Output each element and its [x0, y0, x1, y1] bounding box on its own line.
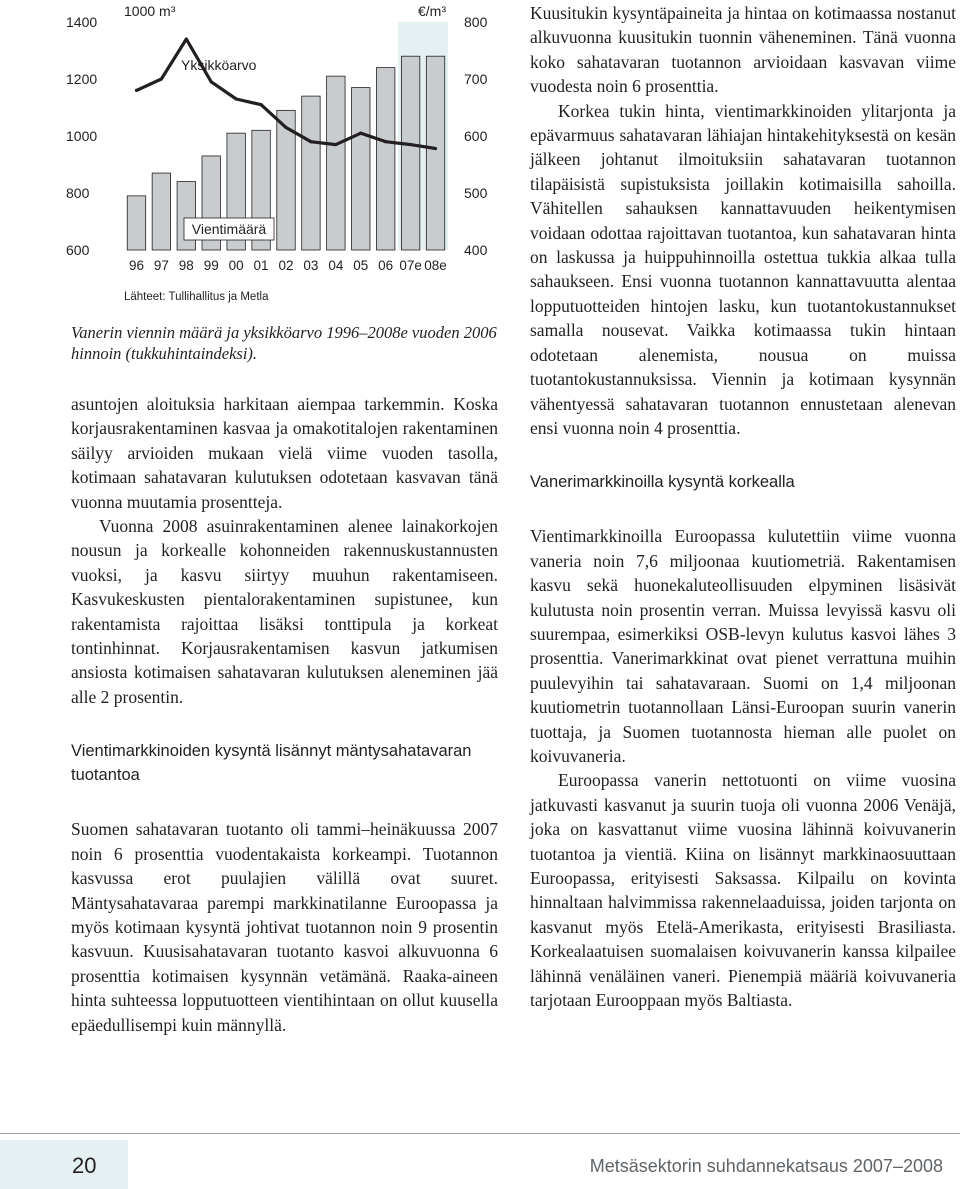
bar-05 [352, 88, 370, 250]
page-number-box [0, 1140, 128, 1189]
x-tick-06: 06 [378, 258, 394, 273]
x-tick-98: 98 [178, 258, 194, 273]
bar-07e [401, 56, 419, 250]
right-tick-700: 700 [464, 71, 488, 87]
bar-97 [152, 173, 170, 250]
unit-value-point-99 [210, 80, 213, 83]
right-axis-unit: €/m³ [418, 3, 446, 19]
left-tick-1000: 1000 [66, 128, 98, 144]
x-tick-97: 97 [153, 258, 169, 273]
x-tick-08e: 08e [424, 258, 447, 273]
left-paragraph-2: Vuonna 2008 asuinrakentaminen alenee lainakorkojen nousun ja korkealle kohonneiden rakennuskustannusten vuoksi, ja kasvu siirtyy muuhun rakentamiseen. Kasvukeskusten pientalorakentaminen supistunee, kun rakentamista rajoittaa lisäksi tonttipula ja korkeat tontinhinnat. Korjausrakentamisen kasvun jatkumisen ansiosta kotimaisen sahatavaran kulutuksen aleneminen jää alle 2 prosentin. [71, 516, 498, 707]
right-tick-400: 400 [464, 242, 488, 258]
right-tick-800: 800 [464, 14, 488, 30]
publication-title: Metsäsektorin suhdannekatsaus 2007–2008 [589, 1156, 943, 1176]
x-tick-05: 05 [353, 258, 369, 273]
bar-04 [327, 76, 345, 250]
x-tick-03: 03 [303, 258, 319, 273]
footer-divider [0, 1133, 960, 1134]
x-tick-07e: 07e [399, 258, 422, 273]
x-tick-01: 01 [253, 258, 269, 273]
left-tick-1200: 1200 [66, 71, 98, 87]
bar-03 [302, 96, 320, 250]
left-tick-1400: 1400 [66, 14, 98, 30]
unit-value-point-03 [309, 140, 312, 143]
right-paragraph-1: Kuusitukin kysyntäpaineita ja hintaa on kotimaassa nostanut alkuvuonna kuusitukin tuonnin väheneminen. Tänä vuonna koko sahatavaran tuotannon arvioidaan kasvavan viime vuodesta noin 6 prosenttia. [530, 3, 956, 97]
unit-value-point-06 [384, 140, 387, 143]
right-tick-500: 500 [464, 185, 488, 201]
right-paragraph-2: Korkea tukin hinta, vientimarkkinoiden ylitarjonta ja epävarmuus sahatavaran lähiajan hintakehityksestä on kesän jälkeen johtanut ilmoituksiin sahatavaran tuotannon tilapäisistä supistuksista joillakin kotimaisilla sahoilla. Vähitellen sahauksen kannattavuuden heikentymisen voidaan odottaa rajoittavan tuotantoa, kun sahatavaran hinta on laskussa ja huippuhinnoilla ostettua tukkia alkaa tulla sahaukseen. Ensi vuonna tuotannon kannattavuutta alentaa lopputuotteiden hintojen lasku, kun tuotantokustannukset samalla nousevat. Vaikka kotimaassa tukin hintaan odotetaan alenemista, nousua on muissa tuotantokustannuksissa. Viennin ja kotimaan kysynnän vähentyessä sahatavaran tuotannon ennustetaan alenevan ensi vuonna noin 4 prosenttia. [530, 100, 956, 438]
left-tick-600: 600 [66, 242, 90, 258]
line-series-label: Yksikköarvo [181, 57, 257, 73]
left-text-column [71, 392, 498, 1037]
right-section-heading: Vanerimarkkinoilla kysyntä korkealla [530, 473, 795, 492]
plywood-export-chart [66, 0, 496, 310]
left-axis-unit: 1000 m³ [124, 3, 176, 19]
unit-value-point-97 [160, 77, 163, 80]
unit-value-point-07e [409, 143, 412, 146]
right-text-column [530, 1, 956, 1012]
x-tick-00: 00 [228, 258, 244, 273]
unit-value-point-96 [135, 89, 138, 92]
right-paragraph-4: Euroopassa vanerin nettotuonti on viime vuosina jatkuvasti kasvanut ja suurin tuoja oli vuonna 2006 Venäjä, joka on kasvattanut viime vuosina lähinnä koivuvanerin tuotantoa ja vientiä. Kiina on lisännyt markkinaosuuttaan Euroopassa, erityisesti Saksassa. Kilpailu on kovinta hinnaltaan halvimmissa rakennelaaduissa, joiden tarjonta on kasvanut myös Etelä-Amerikasta, erityisesti Brasiliasta. Korkealaatuisen suomalaisen koivuvanerin kanssa kilpailee lähinnä venäläinen vaneri. Pienempiä määriä koivuvaneria tarjotaan Eurooppaan myös Baltiasta. [530, 770, 956, 1011]
left-paragraph-1: asuntojen aloituksia harkitaan aiempaa tarkemmin. Koska korjausrakentaminen kasvaa ja omakotitalojen rakentaminen säilyy arvioiden mukaan vielä viime vuoden tasolla, kotimaan sahatavaran kulutuksen odotetaan kasvavan tänä vuonna muutamia prosentteja. [71, 394, 498, 512]
unit-value-point-00 [235, 97, 238, 100]
x-tick-96: 96 [128, 258, 144, 273]
bar-06 [376, 68, 394, 250]
left-paragraph-3: Suomen sahatavaran tuotanto oli tammi–heinäkuussa 2007 noin 6 prosenttia vuodentakaista korkeampi. Tuotannon kasvussa erot puulajien välillä ovat suuret. Mäntysahatavaraa parempi markkinatilanne Euroopassa ja myös kotimaan kysyntä johtivat tuotannon noin 9 prosentin kasvuun. Kuusisahatavaran tuotanto kasvoi alkuvuonna 6 prosenttia kotimaisen kysynnän vetämänä. Raaka-aineen hinta suhteessa lopputuotteen vientihintaan on ollut kuusella epäedullisempi kuin männyllä. [71, 819, 498, 1035]
page-number: 20 [72, 1153, 97, 1178]
chart-caption: Vanerin viennin määrä ja yksikköarvo 1996–2008e vuoden 2006 hinnoin (tukkuhintaindeksi). [71, 323, 497, 363]
unit-value-point-08e [434, 147, 437, 150]
bar-08e [426, 56, 444, 250]
unit-value-point-02 [284, 126, 287, 129]
unit-value-point-05 [359, 132, 362, 135]
bar-96 [127, 196, 145, 250]
bar-series-label: Vientimäärä [191, 221, 267, 237]
unit-value-point-98 [185, 38, 188, 41]
right-tick-600: 600 [464, 128, 488, 144]
right-paragraph-3: Vientimarkkinoilla Euroopassa kulutettiin viime vuonna vaneria noin 7,6 miljoonaa kuutiometriä. Rakentamisen kasvu sekä huonekaluteollisuuden elpyminen lisäsivät kulutusta noin prosentin verran. Muissa levyissä kasvu oli suurempaa, esimerkiksi OSB-levyn kulutus kasvoi lähes 3 prosenttia. Vanerimarkkinat ovat pienet verrattuna muihin puulevyihin tai sahatavaraan. Suomi on 1,4 miljoonan kuutiometrin tuotannollaan Länsi-Euroopan suurin vanerin tuottaja, ja Suomen tuotannosta hieman alle puolet on koivuvaneria. [530, 526, 956, 766]
chart-source: Lähteet: Tullihallitus ja Metla [124, 291, 269, 303]
left-tick-800: 800 [66, 185, 90, 201]
x-tick-02: 02 [278, 258, 294, 273]
x-tick-99: 99 [203, 258, 219, 273]
x-tick-04: 04 [328, 258, 344, 273]
unit-value-point-01 [259, 103, 262, 106]
bars-layer [127, 56, 445, 250]
left-section-heading: Vientimarkkinoiden kysyntä lisännyt mäntysahatavaran tuotantoa [71, 742, 472, 785]
unit-value-point-04 [334, 143, 337, 146]
